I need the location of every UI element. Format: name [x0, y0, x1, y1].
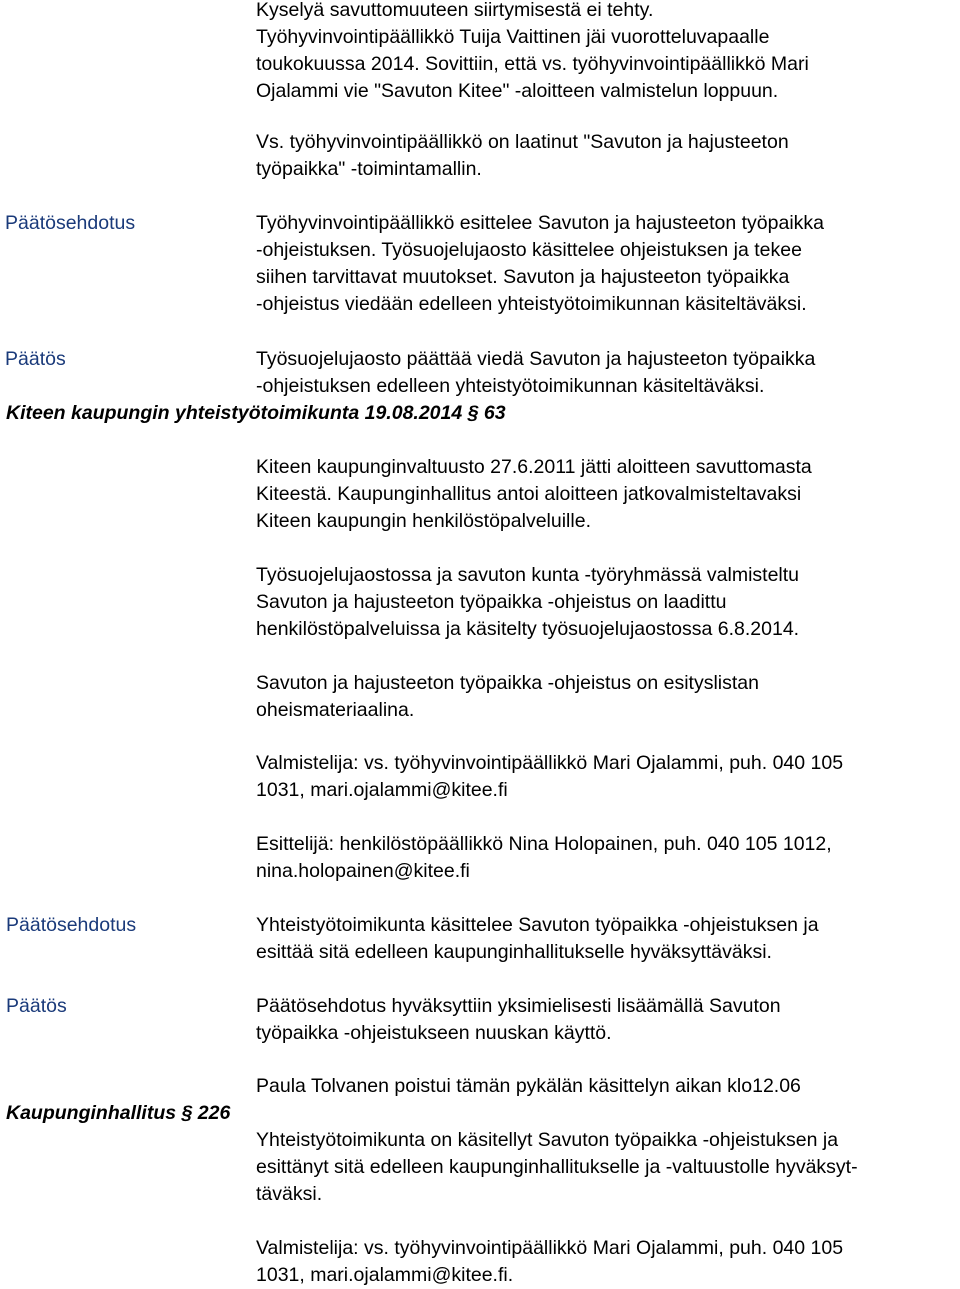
- text-line: Työhyvinvointipäällikkö Tuija Vaittinen jäi vuorotteluvapaalle: [256, 26, 770, 48]
- text-line: henkilöstöpalveluissa ja käsitelty työsuojelujaostossa 6.8.2014.: [256, 618, 800, 640]
- proposal-text: [256, 210, 824, 318]
- text-line: Kiteestä. Kaupunginhallitus antoi aloitteen jatkovalmisteltavaksi: [256, 483, 802, 505]
- decision-label: Päätös: [6, 995, 67, 1017]
- text-line: toukokuussa 2014. Sovittiin, että vs. työhyvinvointipäällikkö Mari: [256, 53, 809, 75]
- note-text: Paula Tolvanen poistui tämän pykälän käsittelyn aikan klo12.06: [256, 1075, 801, 1097]
- text-line: Työsuojelujaostossa ja savuton kunta -työryhmässä valmisteltu: [256, 564, 800, 586]
- text-line: työpaikka" -toimintamallin.: [256, 158, 482, 180]
- proposal-text: [256, 912, 819, 966]
- text-line: 1031, mari.ojalammi@kitee.fi.: [256, 1264, 514, 1286]
- section-heading: Kiteen kaupungin yhteistyötoimikunta 19.08.2014 § 63: [6, 402, 506, 424]
- paragraph: [256, 454, 812, 535]
- decision-text: [256, 346, 815, 400]
- text-line: Valmistelija: vs. työhyvinvointipäällikkö Mari Ojalammi, puh. 040 105: [256, 752, 844, 774]
- text-line: Päätösehdotus hyväksyttiin yksimielisesti lisäämällä Savuton: [256, 995, 781, 1017]
- preparer-info: [256, 750, 843, 804]
- text-line: -ohjeistuksen. Työsuojelujaosto käsittelee ohjeistuksen ja tekee: [256, 239, 802, 261]
- text-line: Työsuojelujaosto päättää viedä Savuton ja hajusteeton työpaikka: [256, 348, 816, 370]
- vs-paragraph: [256, 129, 789, 183]
- proposal-label: Päätösehdotus: [5, 212, 136, 234]
- text-line: Kyselyä savuttomuuteen siirtymisestä ei tehty.: [256, 0, 654, 21]
- text-line: Yhteistyötoimikunta käsittelee Savuton työpaikka -ohjeistuksen ja: [256, 914, 819, 936]
- text-line: Savuton ja hajusteeton työpaikka -ohjeistus on laadittu: [256, 591, 727, 613]
- text-line: -ohjeistus viedään edelleen yhteistyötoimikunnan käsiteltäväksi.: [256, 293, 807, 315]
- text-line: työpaikka -ohjeistukseen nuuskan käyttö.: [256, 1022, 612, 1044]
- text-line: Valmistelija: vs. työhyvinvointipäällikkö Mari Ojalammi, puh. 040 105: [256, 1237, 844, 1259]
- text-line: täväksi.: [256, 1183, 323, 1205]
- text-line: siihen tarvittavat muutokset. Savuton ja hajusteeton työpaikka: [256, 266, 790, 288]
- paragraph: [256, 1127, 858, 1208]
- text-line: 1031, mari.ojalammi@kitee.fi: [256, 779, 508, 801]
- text-line: -ohjeistuksen edelleen yhteistyötoimikunnan käsiteltäväksi.: [256, 375, 765, 397]
- text-line: esittää sitä edelleen kaupunginhallitukselle hyväksyttäväksi.: [256, 941, 772, 963]
- preparer-info: [256, 1235, 843, 1289]
- section-heading: Kaupunginhallitus § 226: [6, 1102, 231, 1124]
- text-line: Savuton ja hajusteeton työpaikka -ohjeistus on esityslistan: [256, 672, 759, 694]
- presenter-info: [256, 831, 832, 885]
- proposal-label: Päätösehdotus: [6, 914, 137, 936]
- text-line: Ojalammi vie "Savuton Kitee" -aloitteen valmistelun loppuun.: [256, 80, 779, 102]
- text-line: Vs. työhyvinvointipäällikkö on laatinut "Savuton ja hajusteeton: [256, 131, 789, 153]
- text-line: nina.holopainen@kitee.fi: [256, 860, 470, 882]
- text-line: Työhyvinvointipäällikkö esittelee Savuton ja hajusteeton työpaikka: [256, 212, 825, 234]
- decision-label: Päätös: [5, 348, 66, 370]
- paragraph: [256, 562, 799, 643]
- decision-text: [256, 993, 781, 1047]
- text-line: Esittelijä: henkilöstöpäällikkö Nina Holopainen, puh. 040 105 1012,: [256, 833, 832, 855]
- text-line: esittänyt sitä edelleen kaupunginhallitukselle ja -valtuustolle hyväksyt-: [256, 1156, 858, 1178]
- intro-paragraph: [256, 0, 809, 105]
- paragraph: [256, 670, 759, 724]
- text-line: oheismateriaalina.: [256, 699, 415, 721]
- text-line: Yhteistyötoimikunta on käsitellyt Savuton työpaikka -ohjeistuksen ja: [256, 1129, 839, 1151]
- text-line: Kiteen kaupungin henkilöstöpalveluille.: [256, 510, 591, 532]
- text-line: Kiteen kaupunginvaltuusto 27.6.2011 jätti aloitteen savuttomasta: [256, 456, 812, 478]
